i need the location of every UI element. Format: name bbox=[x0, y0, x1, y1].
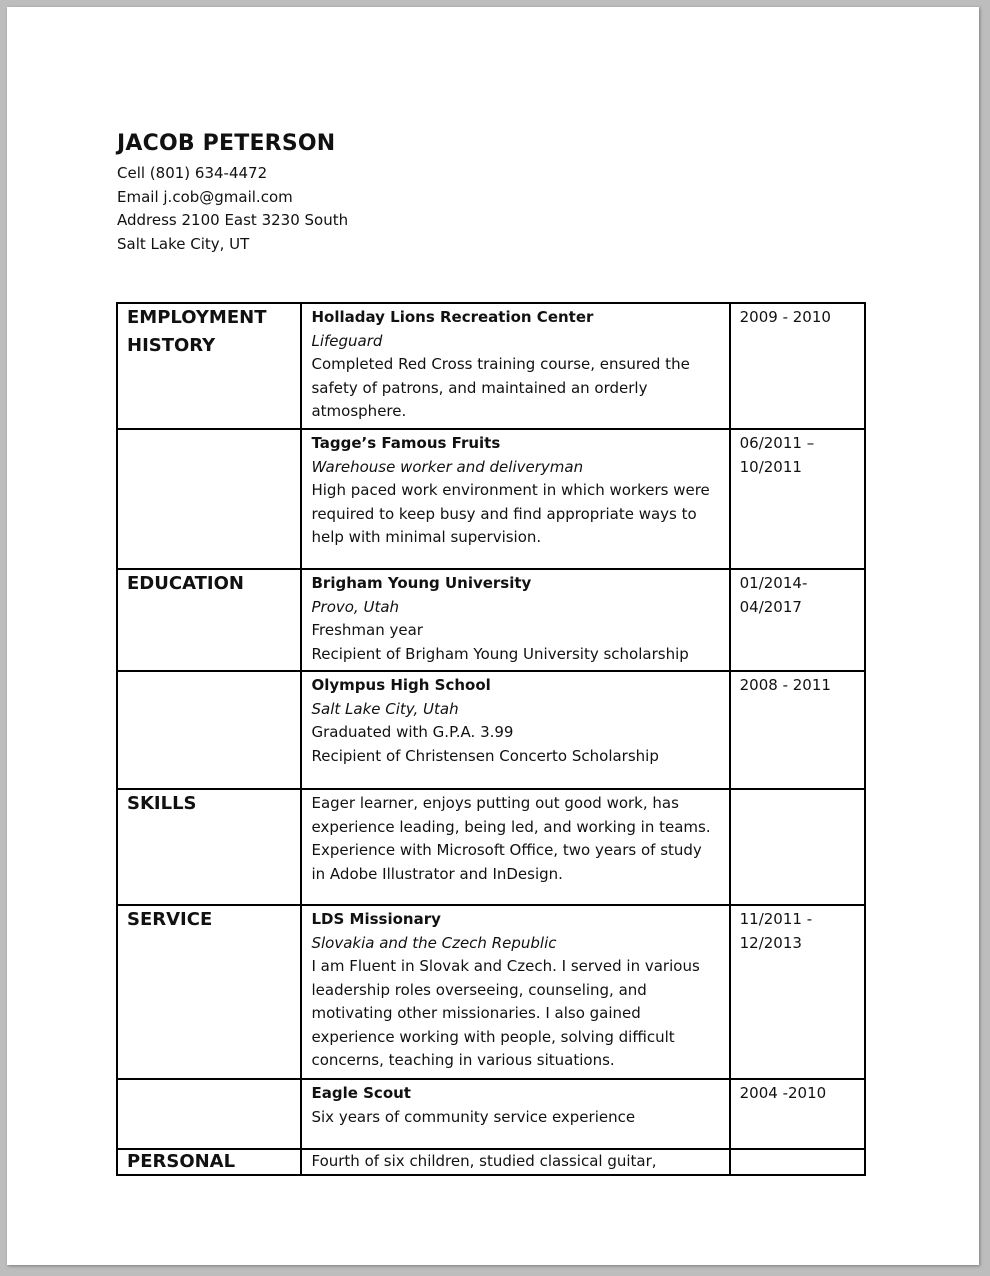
role-or-location: Lifeguard bbox=[311, 331, 383, 350]
description-text: Completed Red Cross training course, ensured the safety of patrons, and maintained an orderly atmosphere. bbox=[311, 355, 690, 420]
organization-name: Tagge’s Famous Fruits bbox=[311, 434, 501, 452]
table-row bbox=[117, 569, 865, 671]
table-row bbox=[117, 1079, 865, 1149]
date-range: 01/2014-04/2017 bbox=[739, 574, 808, 616]
section-heading: EDUCATION bbox=[127, 573, 244, 594]
date-range: 2009 - 2010 bbox=[739, 308, 831, 326]
section-heading: SERVICE bbox=[127, 909, 213, 930]
organization-name: LDS Missionary bbox=[311, 910, 441, 928]
resume-table bbox=[116, 302, 866, 1176]
street-address: Address 2100 East 3230 South bbox=[117, 211, 349, 229]
organization-name: Olympus High School bbox=[311, 676, 491, 694]
description-text: Fourth of six children, studied classical guitar, bbox=[311, 1152, 657, 1170]
section-heading: EMPLOYMENT HISTORY bbox=[127, 307, 267, 356]
description-text: Eager learner, enjoys putting out good work, has experience leading, being led, and working in teams. Experience with Microsoft Office, two years of study in Adobe Illustrator and InDesign. bbox=[311, 794, 711, 883]
applicant-name: JACOB PETERSON bbox=[117, 131, 336, 156]
date-range: 2004 -2010 bbox=[739, 1084, 827, 1102]
table-row bbox=[117, 303, 865, 429]
date-range: 2008 - 2011 bbox=[739, 676, 831, 694]
cell-phone: Cell (801) 634-4472 bbox=[117, 164, 268, 182]
organization-name: Brigham Young University bbox=[311, 574, 532, 592]
organization-name: Eagle Scout bbox=[311, 1084, 411, 1102]
description-text: Freshman year bbox=[311, 621, 423, 639]
city-state: Salt Lake City, UT bbox=[117, 234, 250, 253]
date-range: 06/2011 – 10/2011 bbox=[739, 434, 815, 476]
description-text: Recipient of Brigham Young University scholarship bbox=[311, 644, 689, 663]
document-page bbox=[7, 7, 979, 1265]
role-or-location: Warehouse worker and deliveryman bbox=[311, 457, 584, 476]
email-address: Email j.cob@gmail.com bbox=[117, 187, 293, 206]
organization-name: Holladay Lions Recreation Center bbox=[311, 308, 594, 326]
table-row bbox=[117, 671, 865, 789]
table-row bbox=[117, 1149, 865, 1175]
date-range bbox=[731, 1150, 864, 1156]
table-row bbox=[117, 905, 865, 1079]
section-heading: SKILLS bbox=[127, 793, 197, 814]
date-range bbox=[731, 790, 864, 796]
table-row bbox=[117, 429, 865, 569]
date-range: 11/2011 - 12/2013 bbox=[739, 910, 813, 952]
section-heading: PERSONAL bbox=[127, 1151, 236, 1172]
description-text: Graduated with G.P.A. 3.99 bbox=[311, 723, 514, 741]
role-or-location: Slovakia and the Czech Republic bbox=[311, 933, 557, 952]
description-text: High paced work environment in which workers were required to keep busy and find appropriate ways to help with minimal supervision. bbox=[311, 481, 710, 546]
table-row bbox=[117, 789, 865, 905]
description-text: Six years of community service experience bbox=[311, 1107, 636, 1126]
description-text: Recipient of Christensen Concerto Scholarship bbox=[311, 746, 659, 765]
role-or-location: Provo, Utah bbox=[311, 597, 400, 616]
resume-header bbox=[117, 131, 348, 256]
role-or-location: Salt Lake City, Utah bbox=[311, 699, 459, 718]
description-text: I am Fluent in Slovak and Czech. I served in various leadership roles overseeing, counseling, and motivating other missionaries. I also gained experience working with people, solving difficult concerns, teaching in various situations. bbox=[311, 957, 700, 1069]
